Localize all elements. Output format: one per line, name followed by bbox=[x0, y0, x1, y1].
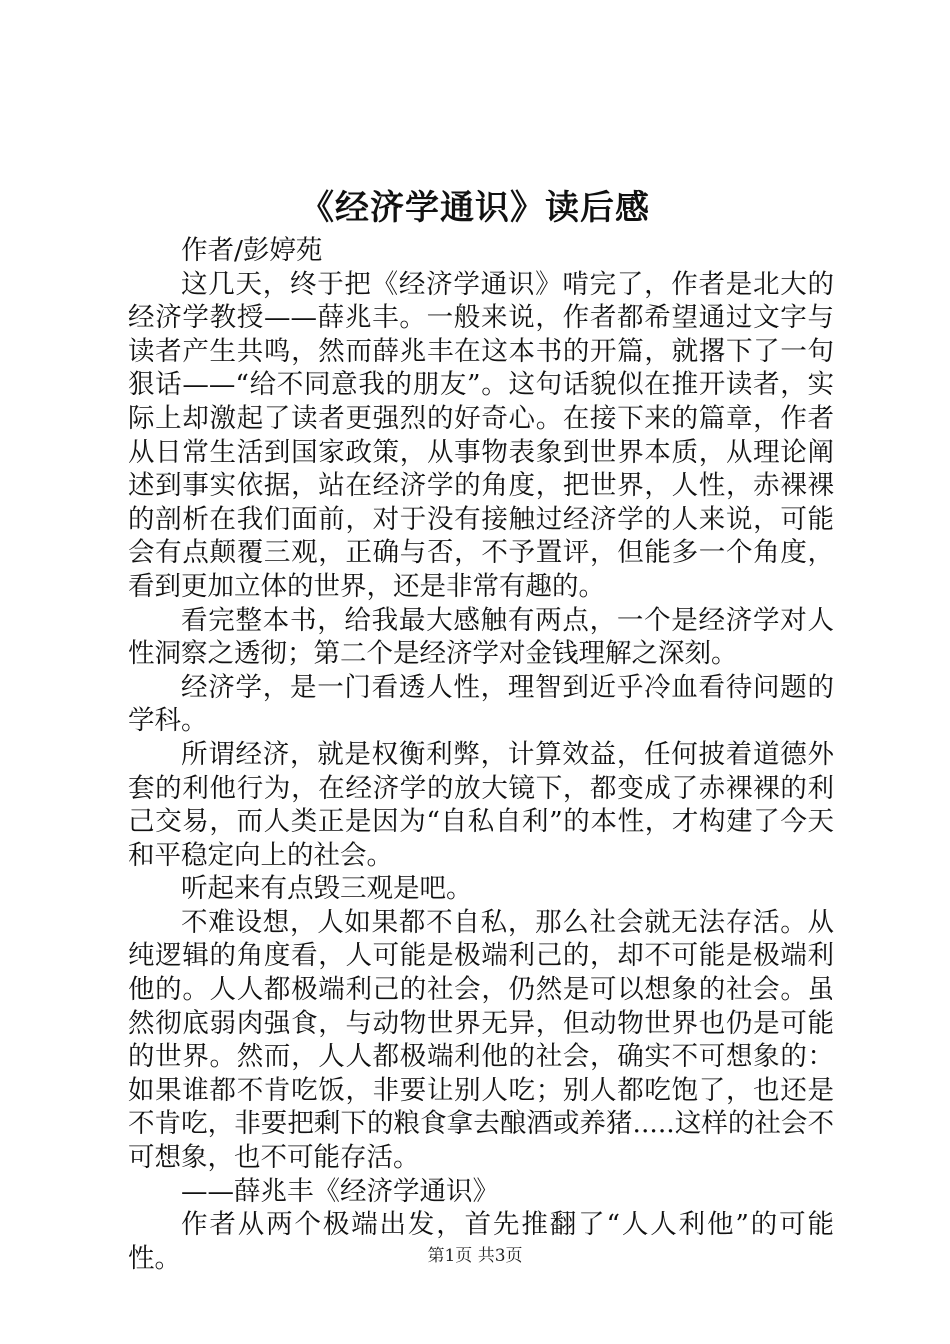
body-paragraph: 所谓经济，就是权衡利弊，计算效益，任何披着道德外套的利他行为，在经济学的放大镜下，都变成了赤裸裸的利己交易，而人类正是因为“自私自利”的本性，才构建了今天和平稳定向上的社会。 bbox=[128, 738, 834, 871]
quote-attribution: ——薛兆丰《经济学通识》 bbox=[181, 1175, 499, 1207]
body-paragraph: 经济学，是一门看透人性，理智到近乎冷血看待问题的学科。 bbox=[128, 671, 834, 737]
quoted-paragraph: 不难设想，人如果都不自私，那么社会就无法存活。从纯逻辑的角度看，人可能是极端利己的，却不可能是极端利他的。人人都极端利己的社会，仍然是可以想象的社会。虽然彻底弱肉强食，与动物世界无异，但动物世界也仍是可能的世界。然而，人人都极端利他的社会，确实不可想象的：如果谁都不肯吃饭，非要让别人吃；别人都吃饱了，也还是不肯吃，非要把剩下的粮食拿去酿酒或养猪.....这样的社会不可想象，也不可能存活。 bbox=[128, 906, 834, 1174]
body-paragraph: 这几天，终于把《经济学通识》啃完了，作者是北大的经济学教授——薛兆丰。一般来说，作者都希望通过文字与读者产生共鸣，然而薛兆丰在这本书的开篇，就撂下了一句狠话——“给不同意我的朋友”。这句话貌似在推开读者，实际上却激起了读者更强烈的好奇心。在接下来的篇章，作者从日常生活到国家政策，从事物表象到世界本质，从理论阐述到事实依据，站在经济学的角度，把世界，人性，赤裸裸的剖析在我们面前，对于没有接触过经济学的人来说，可能会有点颠覆三观，正确与否，不予置评，但能多一个角度，看到更加立体的世界，还是非常有趣的。 bbox=[128, 268, 834, 602]
body-paragraph: 看完整本书，给我最大感触有两点，一个是经济学对人性洞察之透彻；第二个是经济学对金钱理解之深刻。 bbox=[128, 604, 834, 670]
body-paragraph: 听起来有点毁三观是吧。 bbox=[181, 873, 473, 905]
document-title: 《经济学通识》读后感 bbox=[300, 188, 650, 228]
page-footer: 第1页 共3页 bbox=[427, 1246, 523, 1266]
author-line: 作者/彭婷苑 bbox=[181, 235, 323, 266]
document-body bbox=[128, 234, 834, 1275]
body-paragraph: 作者从两个极端出发，首先推翻了“人人利他”的可能性。 bbox=[128, 1209, 834, 1274]
